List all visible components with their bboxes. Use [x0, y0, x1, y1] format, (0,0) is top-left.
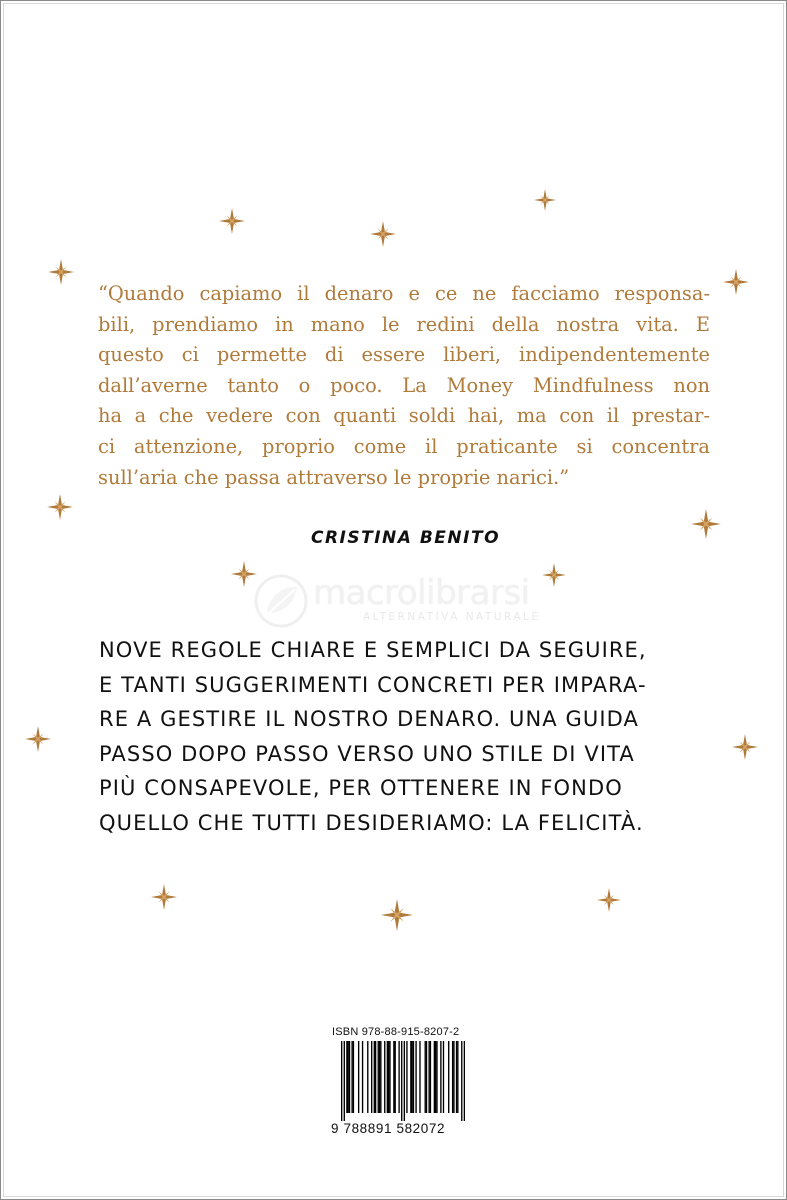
blurb-line: PASSO DOPO PASSO VERSO UNO STILE DI VITA [99, 741, 635, 766]
star-icon [381, 899, 413, 931]
barcode-bar [452, 1041, 453, 1113]
barcode-bar [456, 1041, 457, 1113]
barcode-bars [341, 1041, 465, 1121]
barcode-bar [425, 1041, 426, 1113]
barcode-bar [419, 1041, 420, 1113]
watermark-tagline: ALTERNATIVA NATURALE [363, 611, 541, 623]
barcode-bar [434, 1041, 435, 1113]
barcode-bar [401, 1041, 402, 1121]
barcode-bar [379, 1041, 380, 1113]
quote-line: sull’aria che passa attraverso le proprie narici.” [98, 465, 570, 489]
star-icon [151, 884, 177, 910]
barcode-bar [440, 1041, 441, 1113]
star-icon [723, 269, 749, 295]
barcode-bar [351, 1041, 352, 1113]
barcode-bar [428, 1041, 429, 1113]
barcode-bar [443, 1041, 444, 1113]
barcode-bar [393, 1041, 394, 1113]
barcode-bar [413, 1041, 414, 1113]
blurb-line: PIÙ CONSAPEVOLE, PER OTTENERE IN FONDO [99, 776, 623, 800]
barcode-bar [410, 1041, 411, 1113]
leaf-logo-icon [253, 573, 309, 629]
barcode-bar [362, 1041, 363, 1113]
isbn-digits: 9 788891 582072 [331, 1121, 446, 1136]
barcode-bar [384, 1041, 385, 1113]
barcode-bar [341, 1041, 342, 1121]
barcode-bar [415, 1041, 416, 1113]
barcode-bar [464, 1041, 465, 1121]
star-icon [219, 208, 245, 234]
star-icon [48, 259, 74, 285]
star-icon [534, 189, 556, 211]
barcode-bar [348, 1041, 349, 1113]
quote-line: questo ci permette di essere liberi, indipendentemente [98, 343, 710, 367]
barcode-bar [380, 1041, 381, 1113]
quote-line: ha a che vedere con quanti soldi hai, ma con il prestar- [98, 404, 710, 428]
barcode-bar [375, 1041, 376, 1113]
barcode-bar [371, 1041, 372, 1113]
watermark-name: macrolibrarsi [313, 573, 530, 613]
blurb-block [99, 633, 699, 840]
barcode-bar [411, 1041, 412, 1113]
star-icon [597, 888, 621, 912]
barcode-bar [374, 1041, 375, 1113]
barcode-bar [398, 1041, 399, 1113]
barcode-bar [353, 1041, 354, 1113]
quote-line: dall’averne tanto o poco. La Money Mindfulness non [98, 373, 710, 397]
barcode-bar [346, 1041, 347, 1113]
barcode-bar [404, 1041, 405, 1121]
barcode-bar [378, 1041, 379, 1113]
barcode-bar [387, 1041, 388, 1113]
blurb-line: E TANTI SUGGERIMENTI CONCRETI PER IMPARA- [99, 672, 647, 697]
barcode-bar [435, 1041, 436, 1113]
isbn-barcode [331, 1026, 469, 1136]
star-icon [732, 734, 758, 760]
blurb-line: NOVE REGOLE CHIARE E SEMPLICI DA SEGUIRE, [99, 638, 647, 662]
quote-block [98, 279, 710, 493]
barcode-bar [344, 1041, 345, 1121]
blurb-line: RE A GESTIRE IL NOSTRO DENARO. UNA GUIDA [99, 707, 640, 731]
barcode-bar [389, 1041, 390, 1113]
barcode-bar [349, 1041, 350, 1113]
barcode-bar [388, 1041, 389, 1113]
star-icon [47, 494, 73, 520]
barcode-bar [430, 1041, 431, 1113]
watermark [253, 571, 583, 631]
quote-line: ci attenzione, proprio come il praticante si concentra [98, 434, 710, 458]
quote-line: “Quando capiamo il denaro e ce ne facciamo responsa- [98, 282, 710, 305]
barcode-bar [358, 1041, 359, 1113]
barcode-bar [457, 1041, 458, 1113]
barcode-bar [426, 1041, 427, 1113]
quote-author: CRISTINA BENITO [310, 528, 501, 548]
barcode-bar [453, 1041, 454, 1113]
star-icon [370, 221, 396, 247]
star-icon [25, 726, 51, 752]
barcode-bar [367, 1041, 368, 1113]
barcode-bar [406, 1041, 407, 1113]
quote-line: bili, prendiamo in mano le redini della nostra vita. E [98, 312, 710, 336]
barcode-bar [395, 1041, 396, 1113]
barcode-bar [436, 1041, 437, 1113]
barcode-bar [448, 1041, 449, 1113]
isbn-label: ISBN 978-88-915-8207-2 [332, 1026, 460, 1038]
barcode-bar [461, 1041, 462, 1121]
blurb-line: QUELLO CHE TUTTI DESIDERIAMO: LA FELICITÀ. [99, 810, 644, 835]
